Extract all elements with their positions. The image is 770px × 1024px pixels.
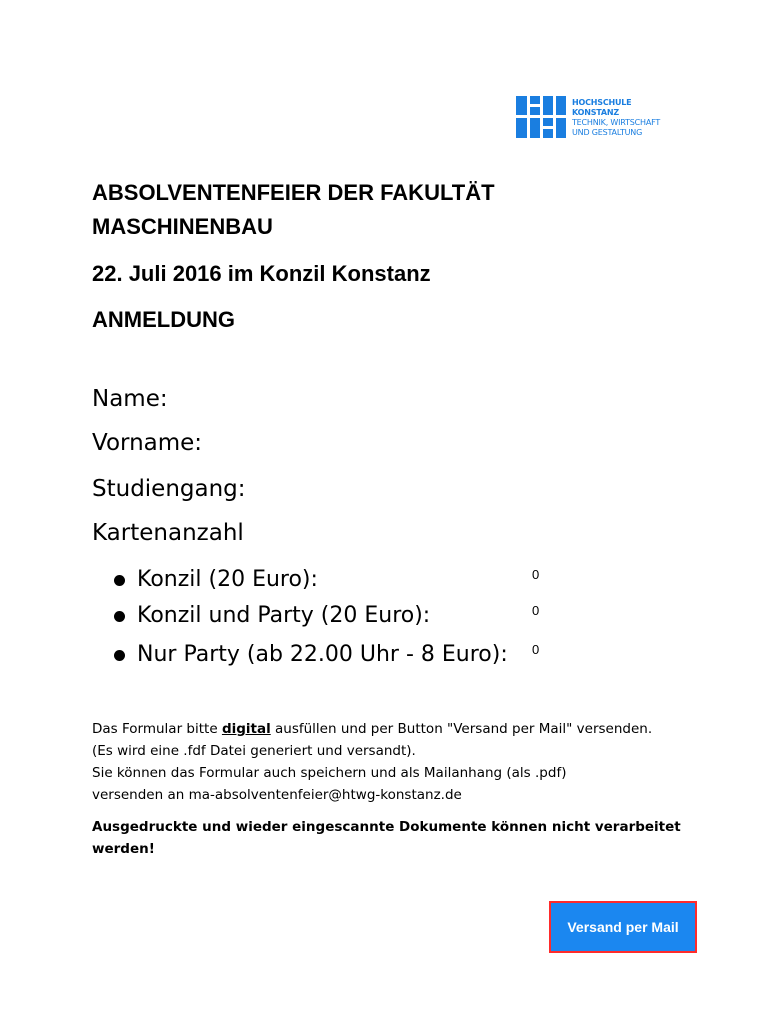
logo-line-1: HOCHSCHULE <box>572 98 632 107</box>
instructions-line-3: Sie können das Formular auch speichern und als Mailanhang (als .pdf) <box>92 765 567 781</box>
studiengang-field-label: Studiengang: <box>92 476 246 502</box>
logo-line-4: UND GESTALTUNG <box>572 128 643 137</box>
event-date: 22. Juli 2016 im Konzil Konstanz <box>92 261 431 286</box>
ticket-label: Konzil (20 Euro): <box>137 567 318 592</box>
send-by-mail-button[interactable]: Versand per Mail <box>549 901 697 953</box>
logo-line-3: TECHNIK, WIRTSCHAFT <box>572 118 661 127</box>
page-title: ABSOLVENTENFEIER DER FAKULTÄT MASCHINENBAU <box>92 180 495 239</box>
instructions-text-part: ausfüllen und per Button "Versand per Mail" versenden. <box>270 721 653 737</box>
ticket-count-input-konzil[interactable]: 0 <box>532 567 540 582</box>
name-field-label: Name: <box>92 386 168 412</box>
ticket-count-input-party[interactable]: 0 <box>532 642 540 657</box>
ticket-row-party <box>114 637 574 673</box>
logo-line-2: KONSTANZ <box>572 108 620 117</box>
instructions-line-1 <box>92 718 732 740</box>
ticket-row-konzil-party <box>114 598 574 634</box>
ticket-row-konzil <box>114 562 574 598</box>
instructions-text-part: Das Formular bitte <box>92 721 222 737</box>
bullet-icon <box>114 611 125 622</box>
university-logo <box>516 96 660 138</box>
instructions-line-4: versenden an ma-absolventenfeier@htwg-konstanz.de <box>92 787 462 803</box>
bullet-icon <box>114 650 125 661</box>
section-title: ANMELDUNG <box>92 307 235 332</box>
digital-emphasis: digital <box>221 721 271 737</box>
instructions-line-2: (Es wird eine .fdf Datei generiert und versandt). <box>92 743 416 759</box>
kartenanzahl-label: Kartenanzahl <box>92 520 244 546</box>
logo-text <box>572 98 660 138</box>
bullet-icon <box>114 575 125 586</box>
vorname-field-label: Vorname: <box>92 430 203 456</box>
ticket-count-input-konzil-party[interactable]: 0 <box>532 603 540 618</box>
ticket-label: Nur Party (ab 22.00 Uhr - 8 Euro): <box>137 642 508 667</box>
scan-warning: Ausgedruckte und wieder eingescannte Dokumente können nicht verarbeitet werden! <box>92 819 681 857</box>
htwg-logo-icon <box>516 96 566 138</box>
ticket-label: Konzil und Party (20 Euro): <box>137 603 431 628</box>
instructions-text <box>92 718 732 806</box>
